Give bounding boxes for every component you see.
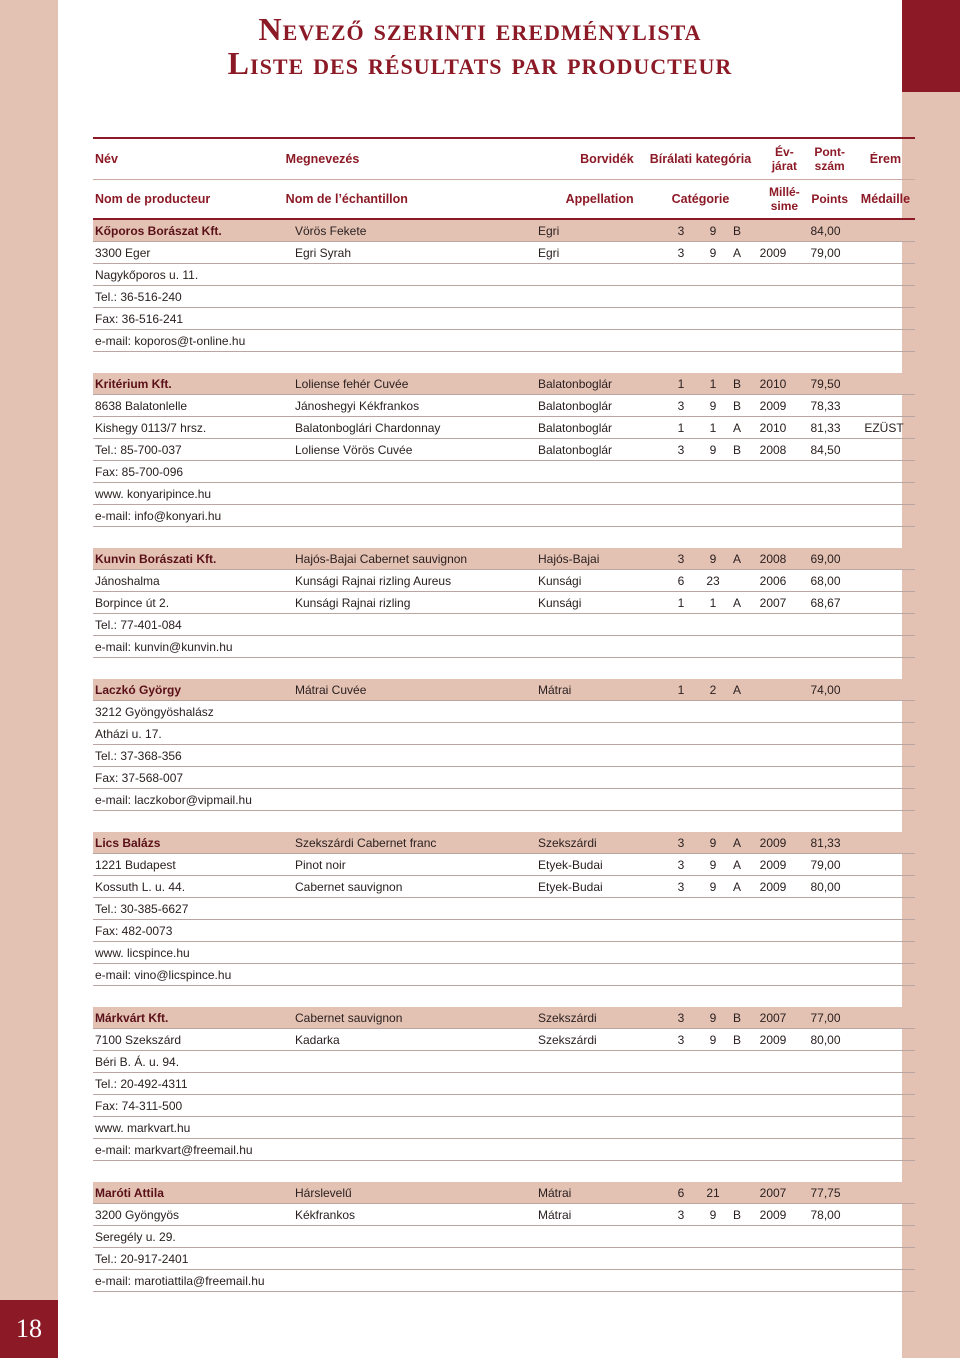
cell-name: www. konyaripince.hu bbox=[95, 486, 212, 501]
cell-category-group: 3 bbox=[677, 1010, 685, 1025]
cell-points: 84,50 bbox=[810, 442, 841, 457]
results-table bbox=[93, 137, 915, 1292]
cell-category-number: 9 bbox=[709, 398, 717, 413]
cell-name: e-mail: vino@licspince.hu bbox=[95, 967, 232, 982]
cell-points: 69,00 bbox=[810, 551, 841, 566]
cell-vintage: 2009 bbox=[759, 857, 787, 872]
producer-row bbox=[93, 548, 915, 570]
cell-points: 68,00 bbox=[810, 573, 841, 588]
cell-name: e-mail: info@konyari.hu bbox=[95, 508, 222, 523]
cell-category-class: B bbox=[732, 442, 741, 457]
cell-category-group: 3 bbox=[677, 835, 685, 850]
cell-name: Fax: 36-516-241 bbox=[95, 311, 184, 326]
cell-appellation: Mátrai bbox=[538, 1207, 572, 1222]
cell-wine: Kunsági Rajnai rizling Aureus bbox=[295, 573, 452, 588]
table-row bbox=[93, 1139, 915, 1161]
cell-appellation: Balatonboglár bbox=[538, 420, 613, 435]
cell-vintage: 2010 bbox=[759, 420, 787, 435]
cell-appellation: Mátrai bbox=[538, 1185, 572, 1200]
cell-appellation: Kunsági bbox=[538, 573, 582, 588]
cell-appellation: Egri bbox=[538, 223, 560, 238]
cell-category-class: A bbox=[732, 245, 741, 260]
header-category: Bírálati kategória bbox=[649, 152, 752, 166]
cell-category-group: 3 bbox=[677, 442, 685, 457]
header-medal: Érem bbox=[869, 152, 902, 166]
table-row bbox=[93, 1095, 915, 1117]
header-points: Pont- szám bbox=[814, 145, 845, 173]
cell-points: 79,00 bbox=[810, 857, 841, 872]
table-row bbox=[93, 264, 915, 286]
table-row bbox=[93, 723, 915, 745]
cell-name: Tel.: 20-917-2401 bbox=[95, 1251, 189, 1266]
cell-vintage: 2008 bbox=[759, 442, 787, 457]
table-row bbox=[93, 242, 915, 264]
cell-name: www. licspince.hu bbox=[95, 945, 190, 960]
table-row bbox=[93, 592, 915, 614]
cell-category-number: 1 bbox=[709, 420, 717, 435]
cell-category-group: 3 bbox=[677, 857, 685, 872]
cell-category-class: A bbox=[732, 551, 741, 566]
header-row-hungarian bbox=[93, 139, 915, 180]
cell-category-number: 9 bbox=[709, 879, 717, 894]
cell-category-number: 9 bbox=[709, 245, 717, 260]
cell-appellation: Etyek-Budai bbox=[538, 879, 603, 894]
table-row bbox=[93, 505, 915, 527]
group-spacer bbox=[93, 527, 915, 548]
table-row bbox=[93, 308, 915, 330]
cell-name: 7100 Szekszárd bbox=[95, 1032, 182, 1047]
cell-appellation: Szekszárdi bbox=[538, 1010, 597, 1025]
table-row bbox=[93, 286, 915, 308]
cell-points: 84,00 bbox=[810, 223, 841, 238]
cell-name: e-mail: laczkobor@vipmail.hu bbox=[95, 792, 252, 807]
cell-category-group: 6 bbox=[677, 1185, 685, 1200]
cell-vintage: 2007 bbox=[759, 1010, 787, 1025]
cell-category-number: 9 bbox=[709, 1207, 717, 1222]
producer-row bbox=[93, 832, 915, 854]
cell-name: 3200 Gyöngyös bbox=[95, 1207, 180, 1222]
table-row bbox=[93, 1226, 915, 1248]
table-row bbox=[93, 789, 915, 811]
cell-vintage: 2009 bbox=[759, 1032, 787, 1047]
cell-name: Nagykőporos u. 11. bbox=[95, 267, 199, 282]
cell-name: 3212 Gyöngyöshalász bbox=[95, 704, 214, 719]
table-row bbox=[93, 1248, 915, 1270]
cell-vintage: 2007 bbox=[759, 1185, 787, 1200]
cell-appellation: Egri bbox=[538, 245, 560, 260]
cell-appellation: Kunsági bbox=[538, 595, 582, 610]
cell-points: 81,33 bbox=[810, 420, 841, 435]
cell-appellation: Balatonboglár bbox=[538, 398, 613, 413]
title-hungarian: Nevező szerinti eredménylista bbox=[258, 11, 702, 47]
cell-name: Béri B. Á. u. 94. bbox=[95, 1054, 180, 1069]
header-appellation: Borvidék bbox=[580, 152, 634, 166]
cell-vintage: 2009 bbox=[759, 835, 787, 850]
page-title bbox=[58, 0, 902, 92]
cell-name: e-mail: markvart@freemail.hu bbox=[95, 1142, 253, 1157]
cell-name: Atházi u. 17. bbox=[95, 726, 162, 741]
table-row bbox=[93, 745, 915, 767]
header-name-fr: Nom de producteur bbox=[95, 192, 211, 206]
cell-wine: Cabernet sauvignon bbox=[295, 879, 403, 894]
cell-category-number: 23 bbox=[706, 573, 720, 588]
header-wine: Megnevezés bbox=[285, 152, 360, 166]
cell-name: Kossuth L. u. 44. bbox=[95, 879, 186, 894]
cell-vintage: 2009 bbox=[759, 879, 787, 894]
group-spacer bbox=[93, 352, 915, 373]
producer-row bbox=[93, 1182, 915, 1204]
cell-points: 79,50 bbox=[810, 376, 841, 391]
cell-category-group: 3 bbox=[677, 879, 685, 894]
cell-points: 68,67 bbox=[810, 595, 841, 610]
cell-name: Kunvin Borászati Kft. bbox=[95, 551, 217, 566]
producer-row bbox=[93, 679, 915, 701]
table-row bbox=[93, 330, 915, 352]
cell-points: 80,00 bbox=[810, 879, 841, 894]
header-name: Név bbox=[95, 152, 118, 166]
cell-wine: Pinot noir bbox=[295, 857, 346, 872]
page-number: 18 bbox=[0, 1300, 58, 1358]
cell-category-class: B bbox=[732, 376, 741, 391]
cell-name: e-mail: koporos@t-online.hu bbox=[95, 333, 246, 348]
cell-category-class: B bbox=[732, 1010, 741, 1025]
cell-category-class: A bbox=[732, 857, 741, 872]
cell-category-class: B bbox=[732, 223, 741, 238]
table-row bbox=[93, 570, 915, 592]
cell-name: 3300 Eger bbox=[95, 245, 151, 260]
cell-category-class: A bbox=[732, 420, 741, 435]
cell-category-group: 1 bbox=[677, 682, 685, 697]
cell-vintage: 2008 bbox=[759, 551, 787, 566]
cell-name: 8638 Balatonlelle bbox=[95, 398, 188, 413]
cell-wine: Loliense Vörös Cuvée bbox=[295, 442, 413, 457]
cell-category-class: A bbox=[732, 835, 741, 850]
cell-points: 78,33 bbox=[810, 398, 841, 413]
cell-wine: Vörös Fekete bbox=[295, 223, 367, 238]
cell-category-group: 3 bbox=[677, 551, 685, 566]
table-row bbox=[93, 942, 915, 964]
cell-name: Borpince út 2. bbox=[95, 595, 170, 610]
cell-vintage: 2006 bbox=[759, 573, 787, 588]
cell-name: Fax: 482-0073 bbox=[95, 923, 173, 938]
cell-wine: Kunsági Rajnai rizling bbox=[295, 595, 411, 610]
cell-category-number: 9 bbox=[709, 857, 717, 872]
cell-points: 78,00 bbox=[810, 1207, 841, 1222]
cell-category-number: 9 bbox=[709, 1032, 717, 1047]
cell-appellation: Mátrai bbox=[538, 682, 572, 697]
cell-name: Seregély u. 29. bbox=[95, 1229, 176, 1244]
cell-category-group: 3 bbox=[677, 1032, 685, 1047]
cell-points: 81,33 bbox=[810, 835, 841, 850]
cell-category-number: 1 bbox=[709, 595, 717, 610]
cell-wine: Jánoshegyi Kékfrankos bbox=[295, 398, 420, 413]
cell-wine: Kékfrankos bbox=[295, 1207, 356, 1222]
header-appellation-fr: Appellation bbox=[565, 192, 634, 206]
cell-category-group: 6 bbox=[677, 573, 685, 588]
table-row bbox=[93, 614, 915, 636]
cell-category-group: 3 bbox=[677, 223, 685, 238]
table-row bbox=[93, 395, 915, 417]
cell-name: Tel.: 77-401-084 bbox=[95, 617, 182, 632]
cell-name: Kishegy 0113/7 hrsz. bbox=[95, 420, 207, 435]
cell-name: Márkvárt Kft. bbox=[95, 1010, 169, 1025]
header-points-fr: Points bbox=[811, 192, 848, 206]
header-medal-fr: Médaille bbox=[860, 192, 911, 206]
table-row bbox=[93, 461, 915, 483]
cell-appellation: Balatonboglár bbox=[538, 376, 613, 391]
cell-category-class: A bbox=[732, 595, 741, 610]
cell-wine: Hárslevelű bbox=[295, 1185, 352, 1200]
table-row bbox=[93, 1270, 915, 1292]
table-row bbox=[93, 483, 915, 505]
cell-vintage: 2010 bbox=[759, 376, 787, 391]
table-row bbox=[93, 1051, 915, 1073]
cell-category-class: A bbox=[732, 682, 741, 697]
cell-category-group: 1 bbox=[677, 595, 685, 610]
cell-wine: Kadarka bbox=[295, 1032, 340, 1047]
table-row bbox=[93, 898, 915, 920]
cell-wine: Hajós-Bajai Cabernet sauvignon bbox=[295, 551, 468, 566]
cell-category-number: 9 bbox=[709, 835, 717, 850]
cell-name: e-mail: marotiattila@freemail.hu bbox=[95, 1273, 265, 1288]
cell-category-number: 9 bbox=[709, 223, 717, 238]
cell-category-group: 1 bbox=[677, 376, 685, 391]
cell-category-number: 1 bbox=[709, 376, 717, 391]
cell-points: 80,00 bbox=[810, 1032, 841, 1047]
table-row bbox=[93, 636, 915, 658]
title-french: Liste des résultats par producteur bbox=[227, 45, 733, 81]
cell-name: Maróti Attila bbox=[95, 1185, 164, 1200]
cell-wine: Cabernet sauvignon bbox=[295, 1010, 403, 1025]
cell-name: Fax: 37-568-007 bbox=[95, 770, 184, 785]
cell-category-group: 3 bbox=[677, 1207, 685, 1222]
cell-name: Jánoshalma bbox=[95, 573, 160, 588]
cell-vintage: 2009 bbox=[759, 245, 787, 260]
table-row bbox=[93, 417, 915, 439]
header-row-french bbox=[93, 180, 915, 220]
table-body bbox=[93, 220, 915, 1292]
group-spacer bbox=[93, 986, 915, 1007]
producer-row bbox=[93, 373, 915, 395]
cell-category-group: 3 bbox=[677, 245, 685, 260]
left-margin-band bbox=[0, 0, 58, 1358]
cell-points: 74,00 bbox=[810, 682, 841, 697]
cell-wine: Mátrai Cuvée bbox=[295, 682, 367, 697]
cell-vintage: 2009 bbox=[759, 1207, 787, 1222]
table-row bbox=[93, 1204, 915, 1226]
header-year-fr: Millé- sime bbox=[769, 185, 800, 213]
cell-name: 1221 Budapest bbox=[95, 857, 176, 872]
cell-wine: Egri Syrah bbox=[295, 245, 352, 260]
table-row bbox=[93, 701, 915, 723]
cell-category-number: 9 bbox=[709, 1010, 717, 1025]
cell-category-group: 3 bbox=[677, 398, 685, 413]
table-row bbox=[93, 1117, 915, 1139]
cell-wine: Loliense fehér Cuvée bbox=[295, 376, 409, 391]
cell-category-number: 9 bbox=[709, 442, 717, 457]
group-spacer bbox=[93, 658, 915, 679]
group-spacer bbox=[93, 1161, 915, 1182]
table-row bbox=[93, 767, 915, 789]
cell-category-class: B bbox=[732, 1032, 741, 1047]
table-row bbox=[93, 920, 915, 942]
cell-appellation: Hajós-Bajai bbox=[538, 551, 600, 566]
table-row bbox=[93, 1073, 915, 1095]
producer-row bbox=[93, 220, 915, 242]
cell-name: Tel.: 37-368-356 bbox=[95, 748, 182, 763]
cell-category-class: B bbox=[732, 398, 741, 413]
table-row bbox=[93, 964, 915, 986]
corner-accent bbox=[902, 0, 960, 92]
cell-name: Fax: 85-700-096 bbox=[95, 464, 184, 479]
cell-name: Tel.: 36-516-240 bbox=[95, 289, 182, 304]
group-spacer bbox=[93, 811, 915, 832]
cell-name: Tel.: 30-385-6627 bbox=[95, 901, 189, 916]
cell-name: Kritérium Kft. bbox=[95, 376, 172, 391]
cell-category-number: 2 bbox=[709, 682, 717, 697]
cell-name: Kőporos Borászat Kft. bbox=[95, 223, 222, 238]
cell-name: Lics Balázs bbox=[95, 835, 161, 850]
cell-points: 77,00 bbox=[810, 1010, 841, 1025]
cell-name: www. markvart.hu bbox=[95, 1120, 191, 1135]
cell-points: 77,75 bbox=[810, 1185, 841, 1200]
cell-name: Tel.: 20-492-4311 bbox=[95, 1076, 188, 1091]
cell-category-class: A bbox=[732, 879, 741, 894]
cell-category-number: 21 bbox=[706, 1185, 720, 1200]
cell-vintage: 2009 bbox=[759, 398, 787, 413]
cell-name: Laczkó György bbox=[95, 682, 182, 697]
cell-appellation: Etyek-Budai bbox=[538, 857, 603, 872]
table-row bbox=[93, 439, 915, 461]
header-year: Év- járat bbox=[771, 145, 798, 173]
header-wine-fr: Nom de l’échantillon bbox=[285, 192, 408, 206]
cell-name: Fax: 74-311-500 bbox=[95, 1098, 183, 1113]
cell-category-class: B bbox=[732, 1207, 741, 1222]
header-category-fr: Catégorie bbox=[671, 192, 730, 206]
cell-appellation: Szekszárdi bbox=[538, 1032, 597, 1047]
cell-category-number: 9 bbox=[709, 551, 717, 566]
cell-points: 79,00 bbox=[810, 245, 841, 260]
table-row bbox=[93, 876, 915, 898]
table-row bbox=[93, 1029, 915, 1051]
cell-wine: Balatonboglári Chardonnay bbox=[295, 420, 441, 435]
producer-row bbox=[93, 1007, 915, 1029]
cell-vintage: 2007 bbox=[759, 595, 787, 610]
cell-appellation: Szekszárdi bbox=[538, 835, 597, 850]
cell-name: Tel.: 85-700-037 bbox=[95, 442, 182, 457]
cell-category-group: 1 bbox=[677, 420, 685, 435]
cell-wine: Szekszárdi Cabernet franc bbox=[295, 835, 437, 850]
cell-medal: EZÜST bbox=[864, 420, 904, 435]
cell-name: e-mail: kunvin@kunvin.hu bbox=[95, 639, 233, 654]
table-row bbox=[93, 854, 915, 876]
cell-appellation: Balatonboglár bbox=[538, 442, 613, 457]
